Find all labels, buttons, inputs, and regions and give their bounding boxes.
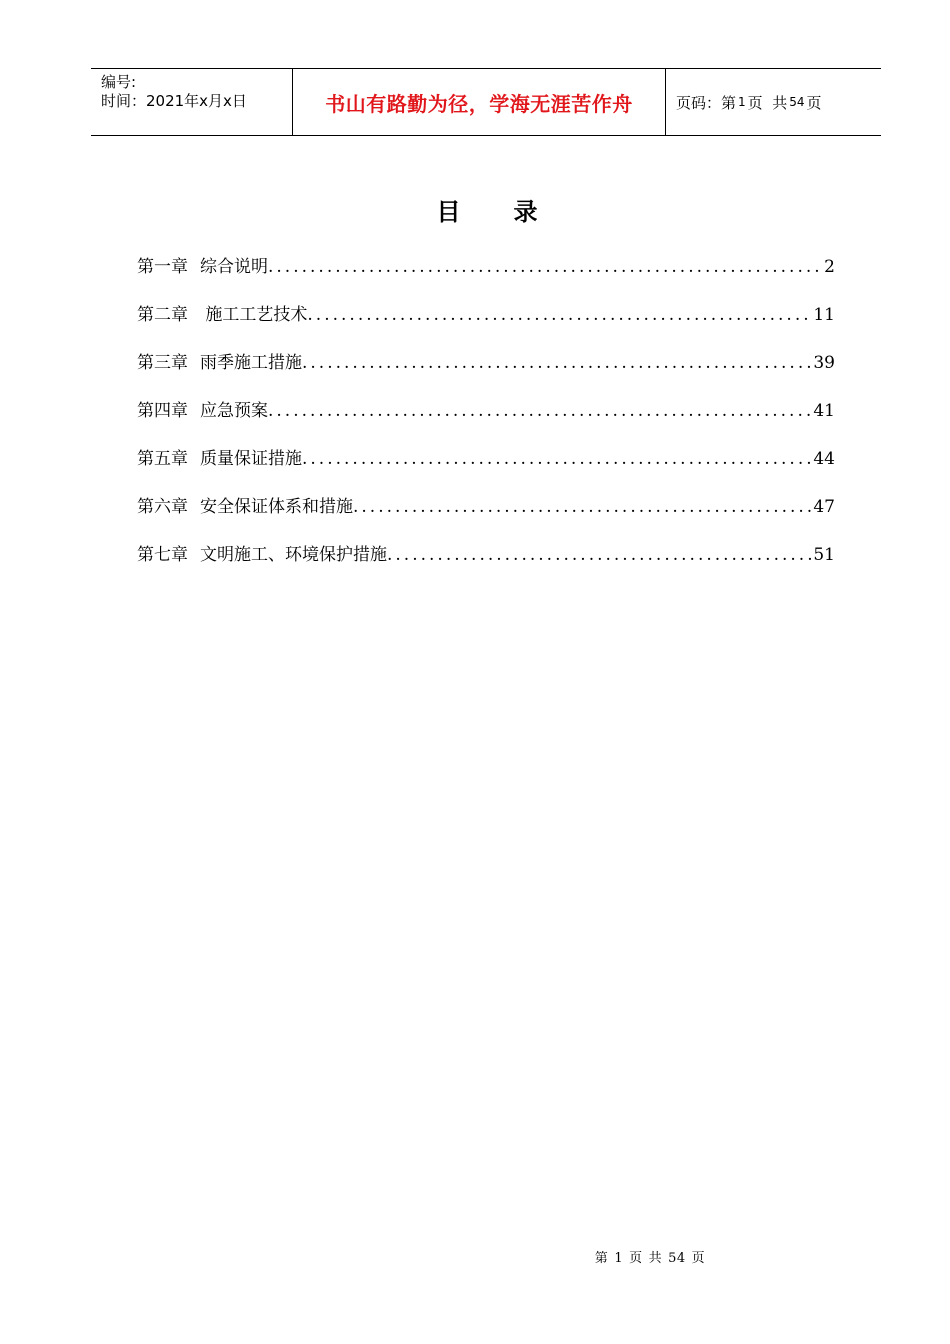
header-page-suffix: 页 [806,93,822,112]
toc-entry[interactable] [137,540,835,588]
toc-chapter-title: 文明施工、环境保护措施 [200,545,387,565]
toc-chapter-number: 第一章 [137,257,188,277]
toc-chapter-title: 安全保证体系和措施 [200,497,353,517]
header-motto-cell [293,69,666,135]
toc-chapter-title: 质量保证措施 [200,449,302,469]
toc-chapter-number: 第七章 [137,545,188,565]
toc-title [0,192,950,227]
toc-chapter-title: 综合说明 [200,257,268,277]
toc-page-number: 44 [813,449,835,469]
toc-entry[interactable] [137,300,835,348]
page-footer [0,1247,950,1266]
toc-chapter-title: 施工工艺技术 [200,305,308,325]
footer-word: 第 [594,1251,609,1266]
toc-chapter-number: 第五章 [137,449,188,469]
document-number-label: 编号: [101,73,137,91]
header-motto: 书山有路勤为径，学海无涯苦作舟 [325,91,633,116]
toc-chapter-number: 第六章 [137,497,188,517]
footer-total-pages: 54 [668,1251,686,1266]
table-of-contents [137,252,835,588]
document-time-label: 时间：2021年x月x日 [101,92,247,110]
toc-page-number: 47 [813,497,835,517]
toc-chapter-number: 第三章 [137,353,188,373]
toc-chapter-number: 第四章 [137,401,188,421]
toc-page-number: 39 [813,353,835,373]
toc-dot-leader [302,449,811,469]
toc-dot-leader [307,305,811,325]
toc-title-char-1: 目 [436,198,462,226]
toc-chapter-number: 第二章 [137,305,188,325]
header-page-total: 54 [789,95,805,109]
header-page-current: 1 [738,95,746,109]
toc-entry[interactable] [137,396,835,444]
toc-dot-leader [353,497,811,517]
document-header [91,68,881,136]
toc-entry[interactable] [137,348,835,396]
toc-dot-leader [268,401,811,421]
toc-dot-leader [387,545,811,565]
toc-chapter-title: 应急预案 [200,401,268,421]
toc-page-number: 41 [813,401,835,421]
toc-chapter-title: 雨季施工措施 [200,353,302,373]
footer-word: 页 [629,1251,643,1266]
toc-page-number: 2 [824,257,835,277]
footer-word: 共 [648,1251,663,1266]
header-page-prefix: 页码：第 [676,93,737,112]
header-page-mid: 页 共 [747,93,788,112]
toc-page-number: 51 [813,545,835,565]
toc-dot-leader [268,257,822,277]
toc-entry[interactable] [137,444,835,492]
toc-entry[interactable] [137,252,835,300]
toc-title-char-2: 录 [513,198,539,226]
toc-page-number: 11 [813,305,835,325]
footer-word: 页 [691,1251,706,1266]
header-page-cell [666,69,881,135]
header-meta-cell [91,69,293,135]
toc-dot-leader [302,353,811,373]
footer-current-page: 1 [614,1251,624,1266]
toc-entry[interactable] [137,492,835,540]
